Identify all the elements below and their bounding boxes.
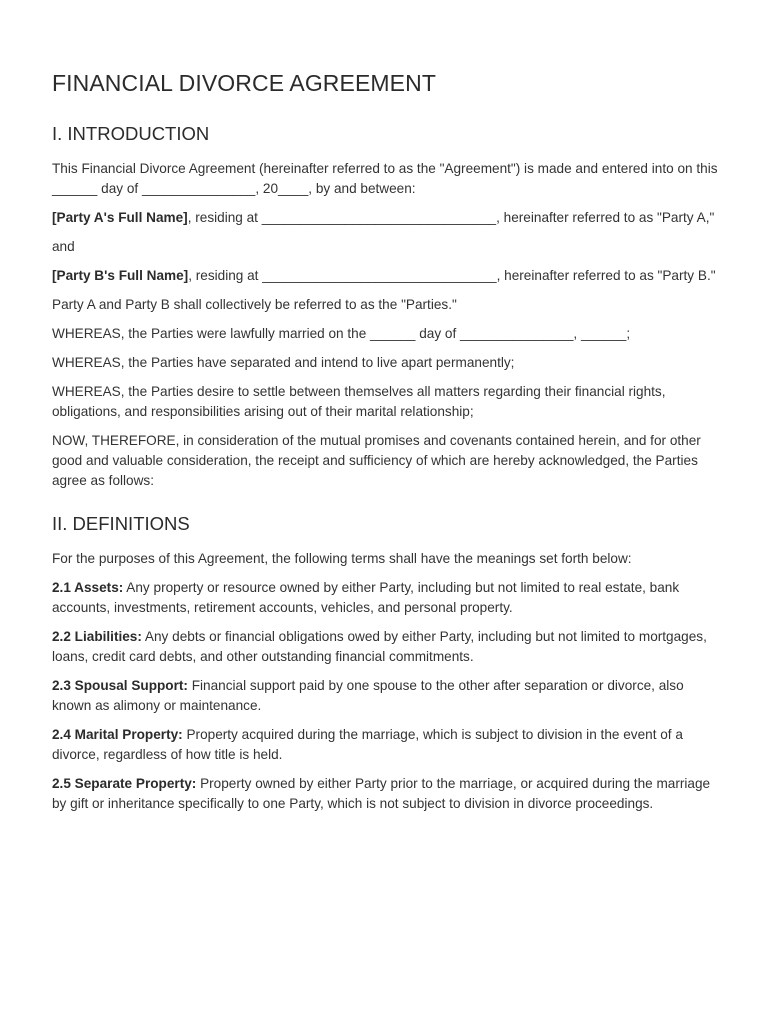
definition-text: Property acquired during the marriage, which is subject to division in the event of a divorce, regardless of how title is held. (52, 727, 683, 762)
party-a-details: , residing at _______________________________, hereinafter referred to as "Party A," (187, 210, 715, 225)
party-a-paragraph (52, 208, 720, 228)
party-a-name-placeholder: [Party A's Full Name] (52, 210, 188, 225)
definition-term: 2.3 Spousal Support: (52, 678, 188, 693)
now-therefore-paragraph: NOW, THEREFORE, in consideration of the mutual promises and covenants contained herein, and for other good and valuable consideration, the receipt and sufficiency of which are hereby acknowledged, the Parties agree as follows: (52, 433, 701, 488)
definition-text: Any property or resource owned by either Party, including but not limited to real estate, bank accounts, investments, retirement accounts, vehicles, and personal property. (52, 580, 680, 615)
definition-text: Any debts or financial obligations owed by either Party, including but not limited to mortgages, loans, credit card debts, and other outstanding financial commitments. (52, 629, 707, 664)
definition-text: Financial support paid by one spouse to the other after separation or divorce, also known as alimony or maintenance. (52, 678, 684, 713)
definition-spousal-support (52, 676, 720, 716)
definition-separate-property (52, 774, 720, 814)
definition-assets (52, 578, 720, 618)
party-b-name-placeholder: [Party B's Full Name] (52, 268, 189, 283)
document-title: FINANCIAL DIVORCE AGREEMENT (52, 70, 436, 96)
and-paragraph: and (52, 239, 75, 254)
whereas-separated-paragraph: WHEREAS, the Parties have separated and intend to live apart permanently; (52, 355, 515, 370)
whereas-married-paragraph: WHEREAS, the Parties were lawfully married on the ______ day of _______________, ______; (52, 326, 631, 341)
party-b-paragraph (52, 266, 720, 286)
definition-text: Property owned by either Party prior to the marriage, or acquired during the marriage by gift or inheritance specifically to one Party, which is not subject to division in divorce proceedings. (52, 776, 711, 811)
definition-liabilities (52, 627, 720, 667)
definitions-intro: For the purposes of this Agreement, the following terms shall have the meanings set forth below: (52, 551, 632, 566)
definition-term: 2.2 Liabilities: (52, 629, 142, 644)
definition-term: 2.5 Separate Property: (52, 776, 197, 791)
definitions-heading: II. DEFINITIONS (52, 513, 190, 534)
whereas-settle-paragraph: WHEREAS, the Parties desire to settle between themselves all matters regarding their financial rights, obligations, and responsibilities arising out of their marital relationship; (52, 384, 666, 419)
introduction-opening: This Financial Divorce Agreement (hereinafter referred to as the "Agreement") is made and entered into on this ______ day of _______________, 20____, by and between: (52, 161, 718, 196)
definition-term: 2.4 Marital Property: (52, 727, 183, 742)
definition-term: 2.1 Assets: (52, 580, 124, 595)
party-b-details: , residing at _______________________________, hereinafter referred to as "Party B." (188, 268, 716, 283)
introduction-heading: I. INTRODUCTION (52, 123, 210, 144)
parties-collective-paragraph: Party A and Party B shall collectively be referred to as the "Parties." (52, 297, 457, 312)
definition-marital-property (52, 725, 720, 765)
